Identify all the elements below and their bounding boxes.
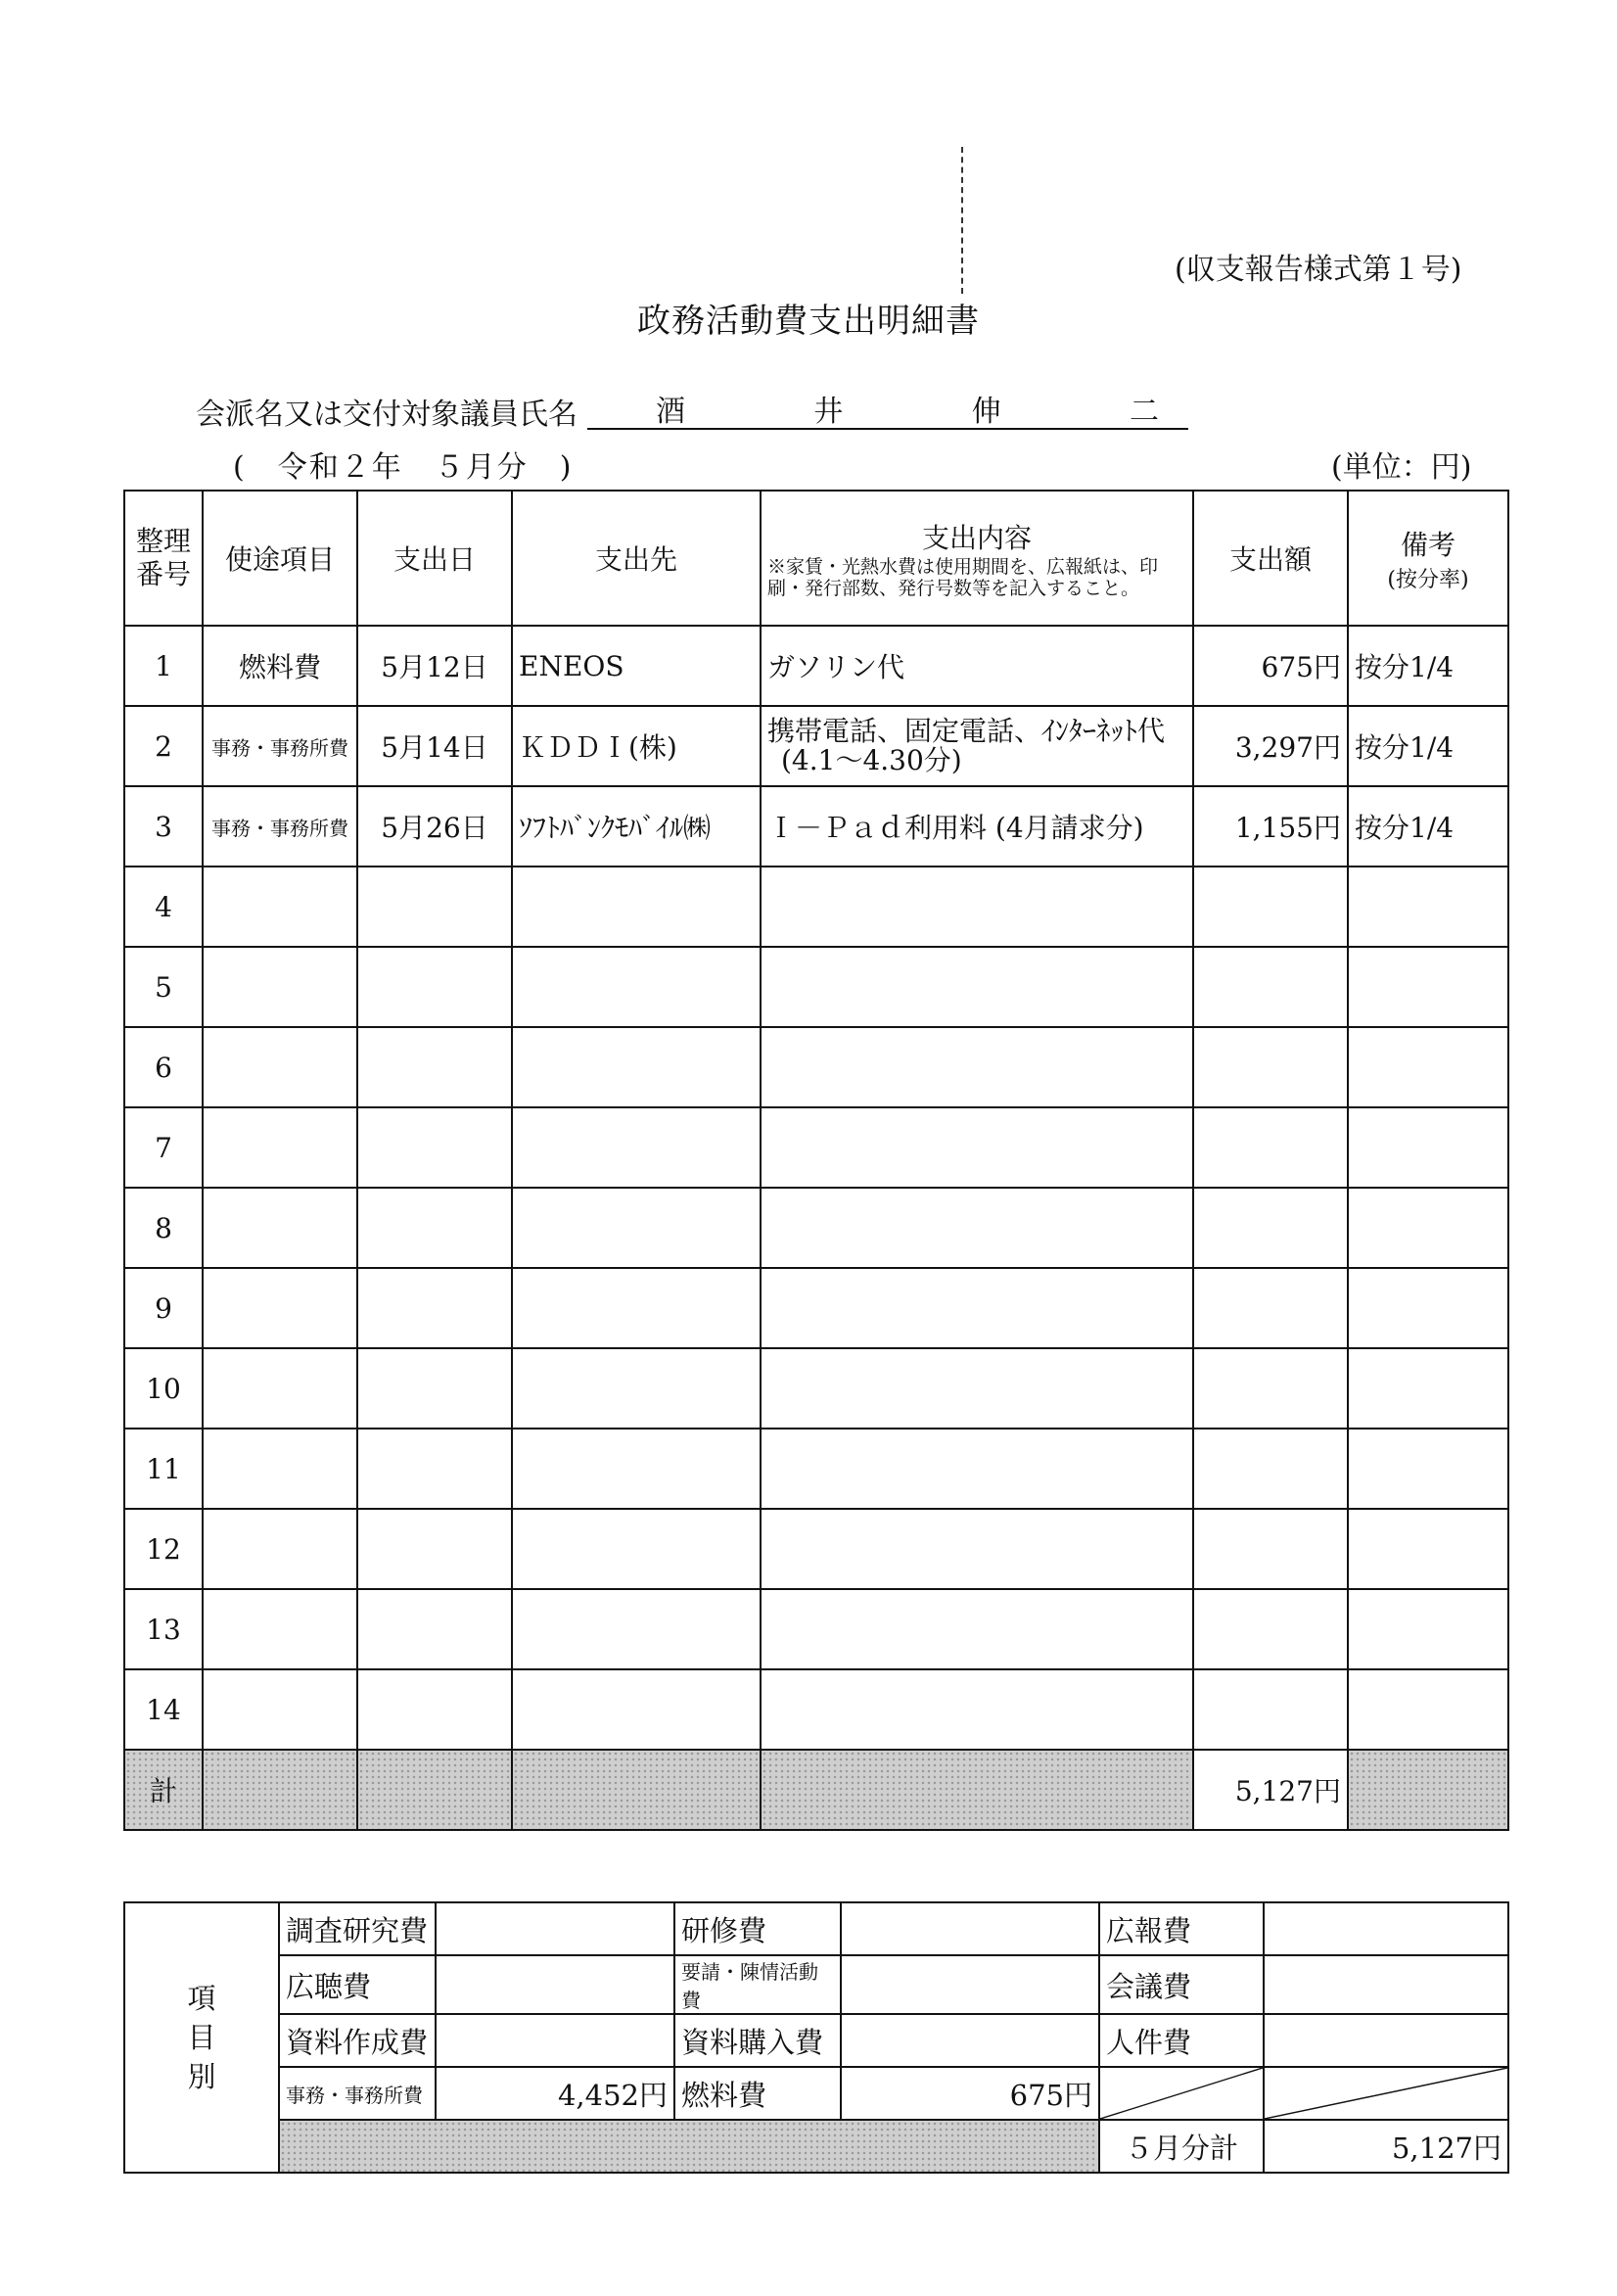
cat-fuel: 燃料費 [674, 2067, 841, 2120]
row-number: 5 [124, 947, 203, 1027]
member-name-char: 二 [1129, 395, 1159, 429]
row-number: 7 [124, 1107, 203, 1188]
cat-pr: 広報費 [1099, 1902, 1264, 1955]
row-payee: ＫＤＤＩ(株) [512, 706, 761, 786]
row-amount [1193, 1027, 1348, 1107]
period: ( 令和２年 ５月分 ) [233, 450, 574, 485]
cat-materials-creation: 資料作成費 [279, 2014, 436, 2067]
table-row [124, 1348, 1508, 1429]
cat-meeting: 会議費 [1099, 1955, 1264, 2014]
row-content [761, 1348, 1193, 1429]
row-amount [1193, 1188, 1348, 1268]
row-content [761, 867, 1193, 947]
row-remarks [1348, 1268, 1508, 1348]
diagonal-cell [1099, 2067, 1264, 2120]
row-number: 11 [124, 1429, 203, 1509]
row-payee [512, 1027, 761, 1107]
row-payee [512, 1589, 761, 1669]
table-row [124, 1268, 1508, 1348]
row-content: Ｉ－Ｐａｄ利用料 (4月請求分) [761, 786, 1193, 867]
table-row [124, 1669, 1508, 1750]
row-date [357, 1027, 512, 1107]
row-amount: 3,297円 [1193, 706, 1348, 786]
diagonal-cell [1264, 2067, 1508, 2120]
category-side-label: 項 目 別 [124, 1902, 279, 2173]
row-usage [203, 1509, 357, 1589]
row-remarks [1348, 1509, 1508, 1589]
row-number: 1 [124, 626, 203, 706]
row-content [761, 947, 1193, 1027]
table-row [124, 1589, 1508, 1669]
row-usage [203, 1268, 357, 1348]
header-remarks: 備考 (按分率) [1348, 491, 1508, 626]
row-remarks [1348, 1669, 1508, 1750]
member-name-char: 伸 [971, 395, 1001, 429]
row-content [761, 1268, 1193, 1348]
table-row [124, 1107, 1508, 1188]
row-payee [512, 1268, 761, 1348]
row-amount [1193, 947, 1348, 1027]
table-row [124, 706, 1508, 786]
row-number: 6 [124, 1027, 203, 1107]
total-amount: 5,127円 [1193, 1750, 1348, 1830]
header-usage: 使途項目 [203, 491, 357, 626]
table-row [124, 1188, 1508, 1268]
cat-fuel-amount: 675円 [841, 2067, 1099, 2120]
row-payee [512, 1107, 761, 1188]
row-usage [203, 1589, 357, 1669]
row-remarks [1348, 1027, 1508, 1107]
row-payee [512, 1509, 761, 1589]
total-label: 計 [124, 1750, 203, 1830]
member-name-char: 井 [813, 395, 844, 429]
name-label: 会派名又は交付対象議員氏名 [196, 398, 578, 432]
row-amount: 1,155円 [1193, 786, 1348, 867]
row-date [357, 1429, 512, 1509]
row-usage [203, 1669, 357, 1750]
row-amount [1193, 1268, 1348, 1348]
row-number: 14 [124, 1669, 203, 1750]
row-payee [512, 867, 761, 947]
category-table [123, 1901, 1509, 2174]
row-remarks: 按分1/4 [1348, 786, 1508, 867]
header-payee: 支出先 [512, 491, 761, 626]
row-remarks [1348, 1188, 1508, 1268]
row-date: 5月14日 [357, 706, 512, 786]
header-date: 支出日 [357, 491, 512, 626]
row-remarks [1348, 947, 1508, 1027]
row-remarks [1348, 867, 1508, 947]
row-number: 8 [124, 1188, 203, 1268]
row-content [761, 1669, 1193, 1750]
row-number: 3 [124, 786, 203, 867]
row-payee: ENEOS [512, 626, 761, 706]
row-usage [203, 1027, 357, 1107]
total-row [124, 1750, 1508, 1830]
row-date [357, 1188, 512, 1268]
row-content [761, 1188, 1193, 1268]
row-payee: ｿﾌﾄﾊﾞﾝｸﾓﾊﾞｲﾙ㈱ [512, 786, 761, 867]
row-amount [1193, 1589, 1348, 1669]
row-number: 9 [124, 1268, 203, 1348]
row-date: 5月26日 [357, 786, 512, 867]
row-amount [1193, 1509, 1348, 1589]
row-payee [512, 947, 761, 1027]
row-content: ガソリン代 [761, 626, 1193, 706]
fold-mark [961, 147, 963, 294]
row-usage: 事務・事務所費 [203, 706, 357, 786]
unit-label: (単位：円) [1331, 450, 1472, 485]
cat-training: 研修費 [674, 1902, 841, 1955]
row-number: 4 [124, 867, 203, 947]
month-total-amount: 5,127円 [1264, 2120, 1508, 2173]
row-usage [203, 947, 357, 1027]
header-number: 整理番号 [124, 491, 203, 626]
row-content [761, 1429, 1193, 1509]
page-title: 政務活動費支出明細書 [637, 302, 980, 341]
row-payee [512, 1348, 761, 1429]
table-row [124, 1027, 1508, 1107]
row-date [357, 867, 512, 947]
table-row [124, 626, 1508, 706]
cat-hearing: 広聴費 [279, 1955, 436, 2014]
row-payee [512, 1188, 761, 1268]
row-usage [203, 1107, 357, 1188]
table-row [124, 786, 1508, 867]
row-usage [203, 1429, 357, 1509]
cat-office: 事務・事務所費 [279, 2067, 436, 2120]
row-remarks [1348, 1107, 1508, 1188]
member-name-field [587, 387, 1188, 430]
row-usage [203, 1348, 357, 1429]
row-payee [512, 1669, 761, 1750]
row-amount [1193, 1348, 1348, 1429]
row-content [761, 1107, 1193, 1188]
row-amount [1193, 1429, 1348, 1509]
row-usage [203, 1188, 357, 1268]
row-content [761, 1027, 1193, 1107]
table-header-row [124, 491, 1508, 626]
row-usage: 燃料費 [203, 626, 357, 706]
table-row [124, 1429, 1508, 1509]
member-name-char: 酒 [656, 395, 685, 429]
row-remarks: 按分1/4 [1348, 626, 1508, 706]
row-date [357, 1509, 512, 1589]
row-payee [512, 1429, 761, 1509]
row-amount: 675円 [1193, 626, 1348, 706]
row-remarks [1348, 1348, 1508, 1429]
row-date [357, 1348, 512, 1429]
header-amount: 支出額 [1193, 491, 1348, 626]
cat-office-amount: 4,452円 [436, 2067, 674, 2120]
row-date [357, 1107, 512, 1188]
table-row [124, 867, 1508, 947]
row-remarks [1348, 1429, 1508, 1509]
row-usage [203, 867, 357, 947]
row-amount [1193, 1669, 1348, 1750]
table-row [124, 947, 1508, 1027]
row-amount [1193, 1107, 1348, 1188]
row-remarks [1348, 1589, 1508, 1669]
row-date [357, 947, 512, 1027]
row-number: 12 [124, 1509, 203, 1589]
cat-research: 調査研究費 [279, 1902, 436, 1955]
row-content [761, 1509, 1193, 1589]
expense-table [123, 490, 1509, 1831]
month-total-label: ５月分計 [1099, 2120, 1264, 2173]
table-row [124, 1509, 1508, 1589]
cat-personnel: 人件費 [1099, 2014, 1264, 2067]
cat-petition: 要請・陳情活動費 [674, 1955, 841, 2014]
row-remarks: 按分1/4 [1348, 706, 1508, 786]
row-date: 5月12日 [357, 626, 512, 706]
row-content: 携帯電話、固定電話、ｲﾝﾀｰﾈｯﾄ代 (4.1～4.30分) [761, 706, 1193, 786]
row-amount [1193, 867, 1348, 947]
header-content: 支出内容 ※家賃・光熱水費は使用期間を、広報紙は、印刷・発行部数、発行号数等を記入すること。 [761, 491, 1193, 626]
form-number: (収支報告様式第１号) [1175, 253, 1462, 287]
row-date [357, 1268, 512, 1348]
row-number: 13 [124, 1589, 203, 1669]
cat-materials-purchase: 資料購入費 [674, 2014, 841, 2067]
row-date [357, 1589, 512, 1669]
row-number: 2 [124, 706, 203, 786]
row-number: 10 [124, 1348, 203, 1429]
row-content [761, 1589, 1193, 1669]
row-date [357, 1669, 512, 1750]
row-usage: 事務・事務所費 [203, 786, 357, 867]
